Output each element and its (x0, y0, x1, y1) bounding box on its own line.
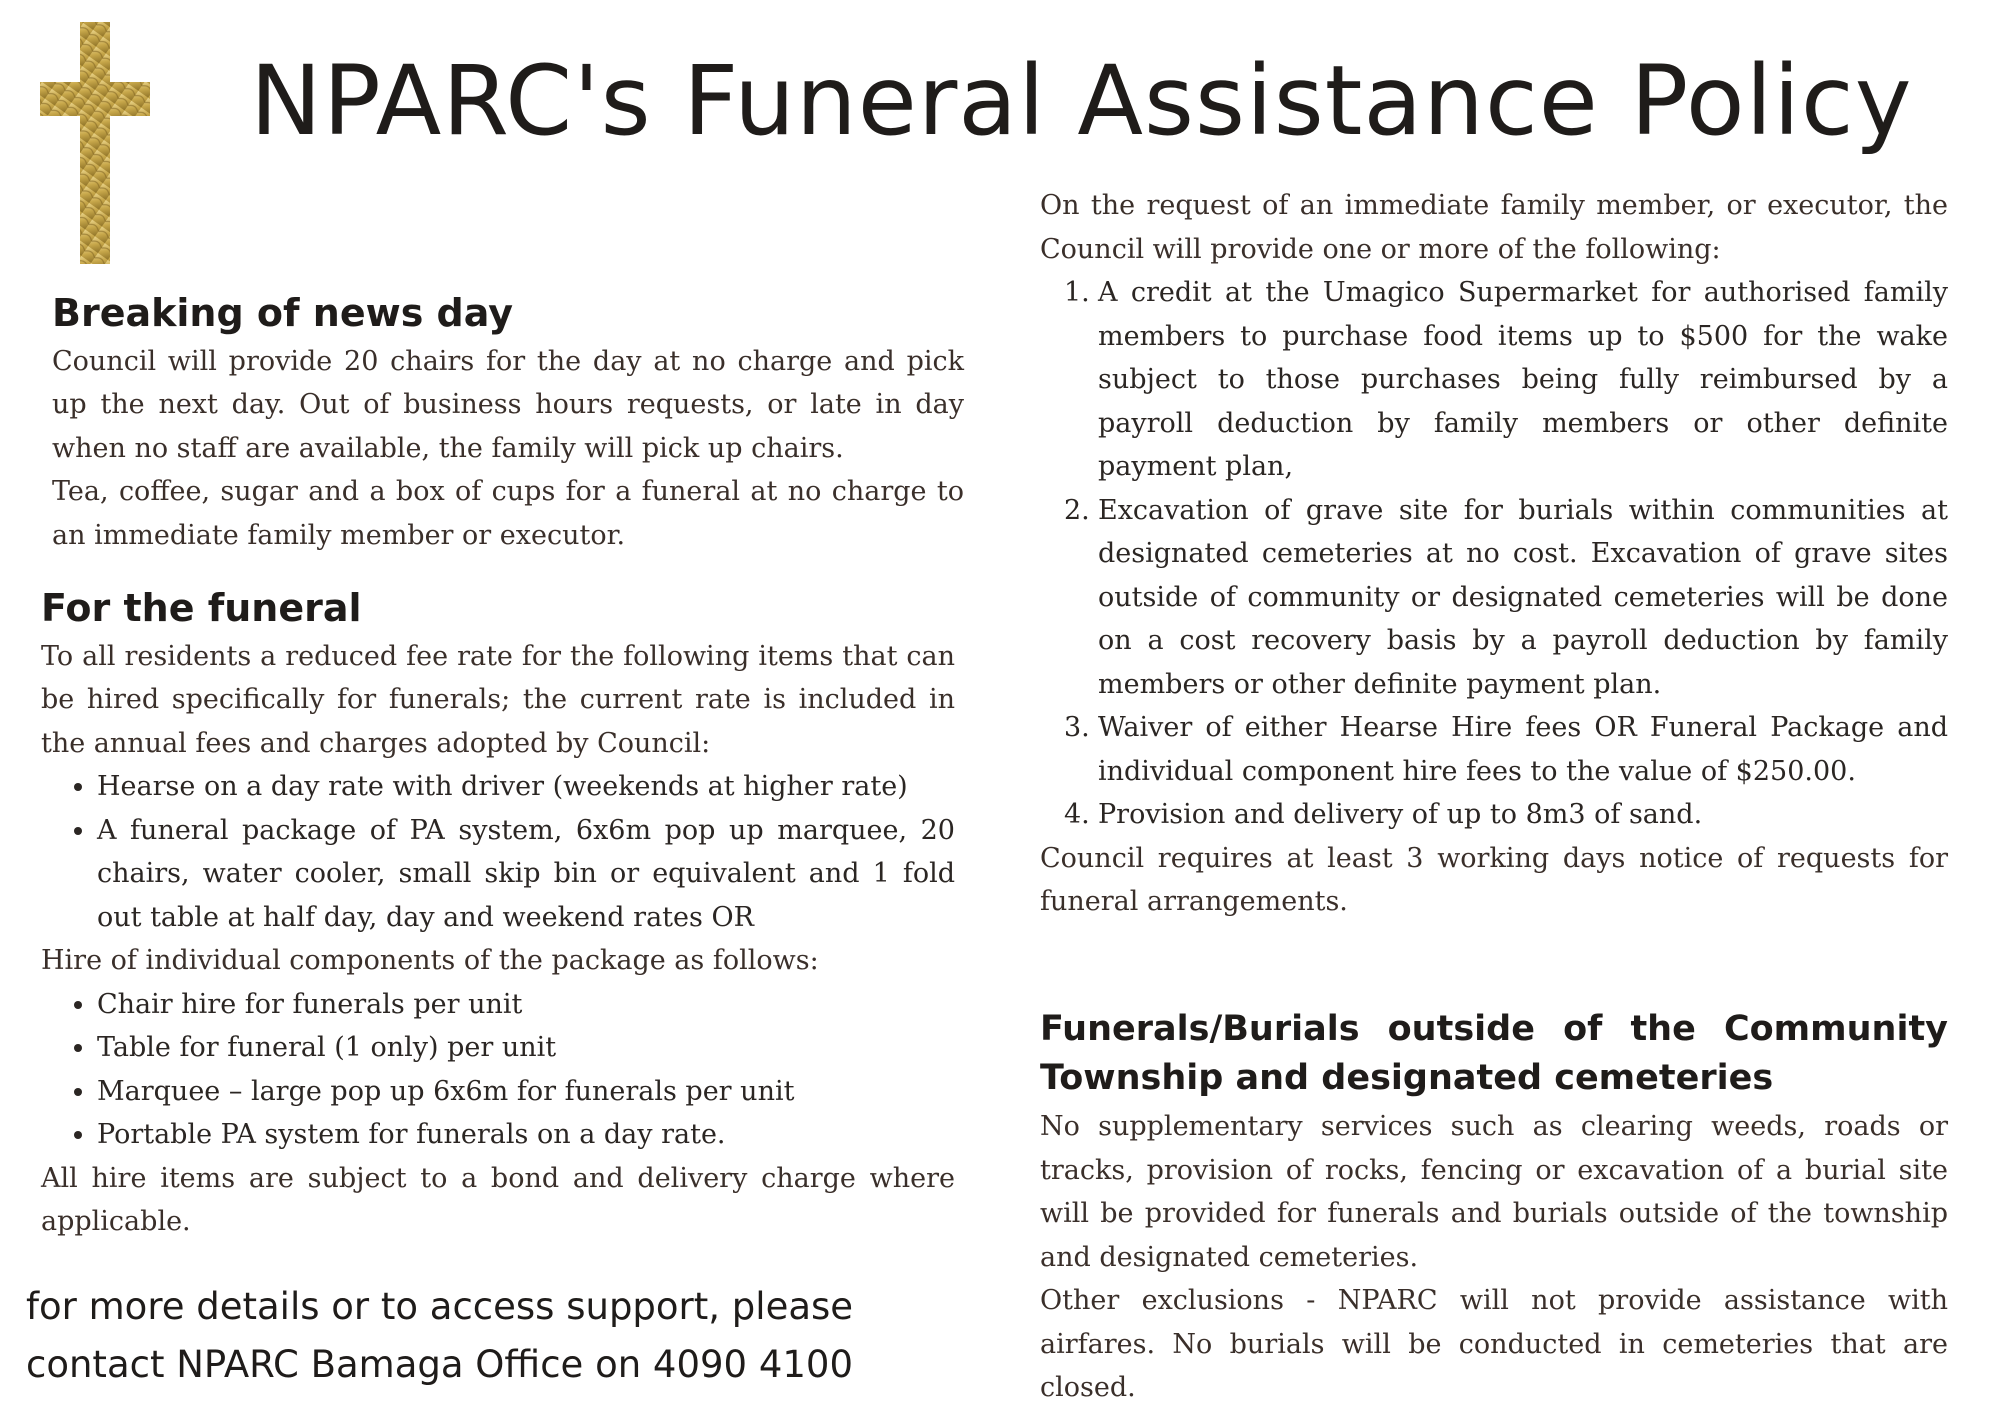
list-text: Excavation of grave site for burials within communities at designated cemeteries at no cost. Excavation of grave sites outside of community or designated cemeteries will be done on a cost recovery basis by a payroll deduction by family members or other definite payment plan. (1098, 494, 1948, 700)
breaking-news-paragraph: Tea, coffee, sugar and a box of cups for a funeral at no charge to an immediate family member or executor. (52, 476, 964, 551)
outside-paragraph: Other exclusions - NPARC will not provide assistance with airfares. No burials will be conducted in cemeteries that are closed. (1040, 1285, 1948, 1403)
list-item (1040, 793, 1948, 837)
outside-paragraph: No supplementary services such as clearing weeds, roads or tracks, provision of rocks, fencing or excavation of a burial site will be provided for funerals and burials outside of the township and designated cemeteries. (1040, 1111, 1948, 1273)
list-number: 2. (1064, 494, 1090, 526)
components-intro: Hire of individual components of the package as follows: (41, 945, 819, 976)
list-number: 4. (1064, 799, 1090, 830)
list-text: A credit at the Umagico Supermarket for authorised family members to purchase food items up to $500 for the wake subject to those purchases being fully reimbursed by a payroll deduction by family members or other definite payment plan, (1098, 277, 1948, 482)
breaking-news-heading: Breaking of news day (52, 291, 513, 335)
heading-line: Township and designated cemeteries (1040, 1058, 1774, 1098)
list-number: 1. (1064, 277, 1090, 308)
list-item (1040, 489, 1948, 707)
contact-line-2: contact NPARC Bamaga Office on 4090 4100 (26, 1343, 854, 1386)
outside-community-heading (1040, 1005, 1948, 1103)
list-text: Provision and delivery of up to 8m3 of sand. (1098, 799, 1703, 830)
section-request (1040, 184, 1948, 924)
funeral-heading: For the funeral (41, 586, 362, 630)
components-list (41, 983, 955, 1157)
list-item: • Portable PA system for funerals on a day rate. (97, 1113, 955, 1157)
list-item: • A funeral package of PA system, 6x6m pop up marquee, 20 chairs, water cooler, small skip bin or equivalent and 1 fold out table at half day, day and weekend rates OR (97, 809, 955, 940)
list-item: • Chair hire for funerals per unit (97, 983, 955, 1027)
list-number: 3. (1064, 712, 1090, 743)
notice-text: Council requires at least 3 working days notice of requests for funeral arrangements. (1040, 842, 1948, 917)
funeral-items-list (41, 765, 955, 939)
list-item (1040, 706, 1948, 793)
list-item: • Table for funeral (1 only) per unit (97, 1026, 955, 1070)
request-list (1040, 271, 1948, 837)
list-item (1040, 271, 1948, 489)
gold-cross-icon (40, 22, 150, 264)
section-funeral (41, 585, 955, 1244)
section-outside-community (1040, 1005, 1948, 1410)
funeral-intro: To all residents a reduced fee rate for the following items that can be hired specifically for funerals; the current rate is included in the annual fees and charges adopted by Council: (41, 640, 955, 759)
section-breaking-news (52, 290, 964, 557)
list-item: • Marquee – large pop up 6x6m for funerals per unit (97, 1070, 955, 1114)
heading-line: Funerals/Burials outside of the Community (1040, 1009, 1948, 1049)
contact-line-1: for more details or to access support, please (26, 1285, 854, 1328)
list-item: • Hearse on a day rate with driver (weekends at higher rate) (97, 765, 955, 809)
breaking-news-paragraph: Council will provide 20 chairs for the day at no charge and pick up the next day. Out of business hours requests, or late in day when no staff are available, the family will pick up chairs. (52, 345, 964, 464)
list-text: Waiver of either Hearse Hire fees OR Funeral Package and individual component hire fees to the value of $250.00. (1098, 712, 1948, 787)
hire-note: All hire items are subject to a bond and delivery charge where applicable. (41, 1162, 955, 1237)
request-intro: On the request of an immediate family member, or executor, the Council will provide one or more of the following: (1040, 190, 1948, 265)
page-title: NPARC's Funeral Assistance Policy (250, 45, 1913, 157)
contact-footer (26, 1278, 976, 1394)
